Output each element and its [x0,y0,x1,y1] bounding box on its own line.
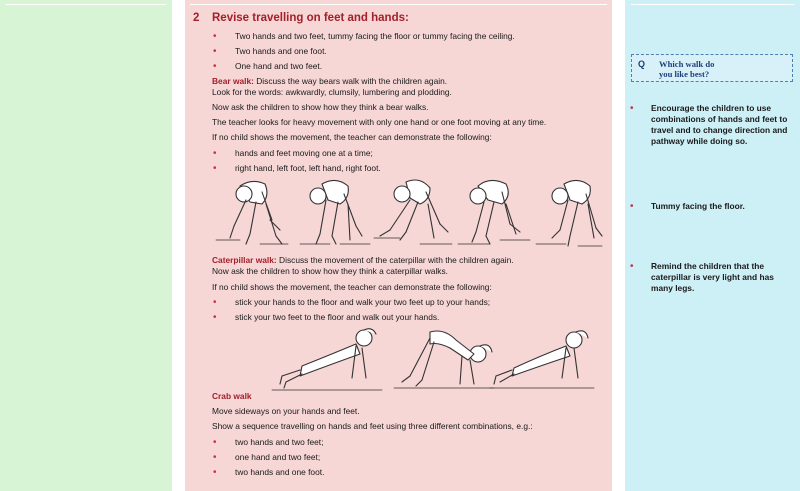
bullet: • [213,61,217,72]
question-line: Which walk do [659,59,715,69]
bullet: • [213,437,217,448]
crab-walk-item: one hand and two feet; [235,452,321,462]
teacher-note-line: many legs. [651,283,695,293]
bear-walk-item: right hand, left foot, left hand, right foot. [235,163,381,173]
bear-walk-heading: Bear walk: [212,76,254,86]
caterpillar-walk-text: If no child shows the movement, the teacher can demonstrate the following: [212,282,492,292]
right-top-rule [631,4,794,5]
caterpillar-walk-item: stick your hands to the floor and walk your two feet up to your hands; [235,297,491,307]
bullet: • [213,312,217,323]
intro-item: One hand and two feet. [235,61,323,71]
question-line: you like best? [659,69,710,79]
question-label: Q [638,59,646,69]
teacher-note [651,103,787,147]
teacher-note-line: pathway while doing so. [651,136,748,146]
crab-walk-item: two hands and two feet; [235,437,324,447]
bear-walk-child-figure [216,181,288,244]
teacher-note-line: Encourage the children to use [651,103,772,113]
intro-item: Two hands and one foot. [235,46,327,56]
bear-walk-illustration [205,172,607,248]
bullet: • [213,452,217,463]
bear-walk-text: If no child shows the movement, the teacher can demonstrate the following: [212,132,492,142]
section-number: 2 [193,12,200,24]
caterpillar-walk-child-figure [394,331,494,388]
bear-walk-child-figure [374,180,452,244]
teacher-note-line: Remind the children that the [651,261,765,271]
caterpillar-walk-child-figure [490,331,594,388]
bullet: • [213,46,217,57]
bear-walk-text: Discuss the way bears walk with the children again. [256,76,448,86]
bear-walk-child-figure [536,180,602,246]
bullet: • [213,297,217,308]
bullet: • [213,148,217,159]
intro-item: Two hands and two feet, tummy facing the floor or tummy facing the ceiling. [235,31,515,41]
caterpillar-walk-illustration [270,324,600,396]
caterpillar-walk-text: Discuss the movement of the caterpillar with the children again. [279,255,514,265]
bullet: • [630,201,634,212]
bear-walk-child-figure [300,180,370,244]
caterpillar-walk-item: stick your two feet to the floor and walk out your hands. [235,312,440,322]
bear-walk-text: Now ask the children to show how they think a bear walks. [212,102,429,112]
teacher-note-line: caterpillar is very light and has [651,272,774,282]
caterpillar-walk-paragraph [212,255,514,266]
crab-walk-text: Show a sequence travelling on hands and feet using three different combinations, e.g.: [212,421,533,431]
caterpillar-walk-child-figure [272,329,382,390]
teacher-note [651,201,745,212]
teacher-note [651,261,774,294]
crab-walk-heading: Crab walk [212,391,252,401]
bear-walk-child-figure [458,180,530,244]
bear-walk-item: hands and feet moving one at a time; [235,148,373,158]
bear-walk-paragraph [212,76,447,87]
crab-walk-text: Move sideways on your hands and feet. [212,406,360,416]
question-text [659,59,714,79]
left-top-rule [6,4,166,5]
section-title: Revise travelling on feet and hands: [212,12,409,24]
bullet: • [213,31,217,42]
bullet: • [630,103,634,114]
teacher-note-line: combinations of hands and feet to [651,114,788,124]
caterpillar-walk-text: Now ask the children to show how they think a caterpillar walks. [212,266,449,276]
bullet: • [630,261,634,272]
crab-walk-item: two hands and one foot. [235,467,325,477]
middle-top-rule [190,4,607,5]
teacher-note-line: Tummy facing the floor. [651,201,745,211]
teacher-note-line: travel and to change direction and [651,125,788,135]
bullet: • [213,467,217,478]
caterpillar-walk-heading: Caterpillar walk: [212,255,277,265]
left-margin-panel [0,0,172,491]
bullet: • [213,163,217,174]
bear-walk-text: The teacher looks for heavy movement with only one hand or one foot moving at any time. [212,117,547,127]
bear-walk-text: Look for the words: awkwardly, clumsily, lumbering and plodding. [212,87,452,97]
